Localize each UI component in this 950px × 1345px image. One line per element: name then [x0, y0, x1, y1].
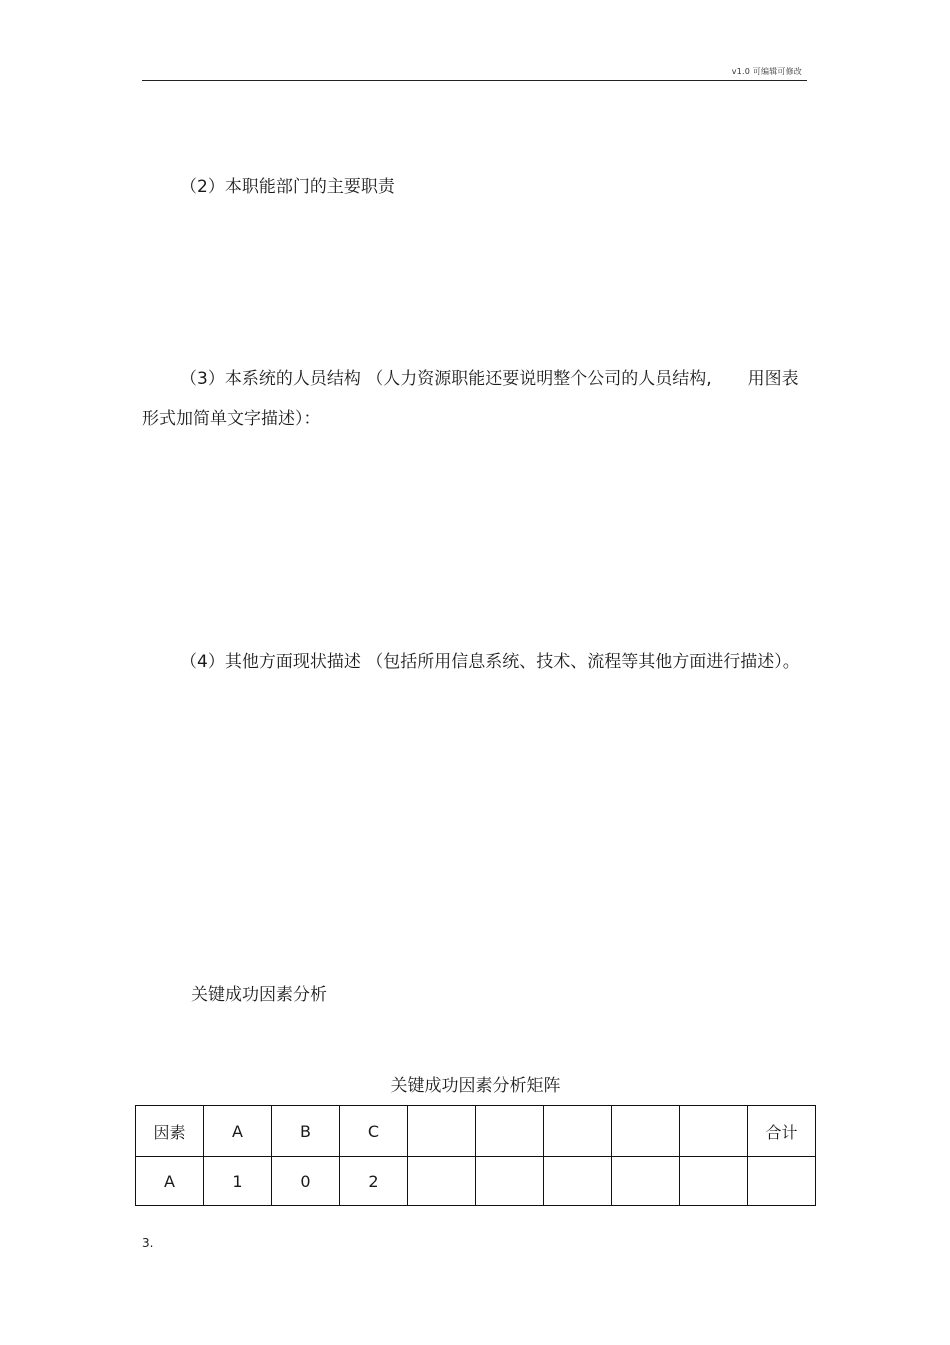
table-header-cell: B: [272, 1106, 340, 1157]
table-header-cell: [544, 1106, 612, 1157]
paragraph-main-duties-text: （2）本职能部门的主要职责: [180, 177, 395, 197]
table-cell: [748, 1157, 816, 1206]
csf-matrix-table: [135, 1105, 816, 1206]
paragraph-main-duties: [142, 167, 810, 207]
table-header-cell: C: [340, 1106, 408, 1157]
table-cell: [476, 1157, 544, 1206]
page-number: 3.: [142, 1236, 154, 1250]
paragraph-other-status: [142, 642, 810, 682]
table-cell: A: [136, 1157, 204, 1206]
paragraph-staff-structure: [142, 359, 810, 439]
table-header-cell: 合计: [748, 1106, 816, 1157]
table-header-row: [136, 1106, 816, 1157]
table-caption: 关键成功因素分析矩阵: [390, 1076, 561, 1096]
paragraph-staff-structure-text-a: （3）本系统的人员结构 （人力资源职能还要说明整个公司的人员结构,: [180, 369, 712, 389]
header-version-note: v1.0 可编辑可修改: [731, 67, 802, 76]
table-cell: [544, 1157, 612, 1206]
header-divider: [142, 80, 807, 81]
table-cell: [408, 1157, 476, 1206]
section-title-csf: 关键成功因素分析: [191, 985, 327, 1005]
table-header-cell: A: [204, 1106, 272, 1157]
table-header-cell: [408, 1106, 476, 1157]
table-header-cell: [476, 1106, 544, 1157]
table-header-cell: 因素: [136, 1106, 204, 1157]
table-cell: 1: [204, 1157, 272, 1206]
table-cell: [680, 1157, 748, 1206]
paragraph-other-status-text: （4）其他方面现状描述 （包括所用信息系统、技术、流程等其他方面进行描述）。: [180, 652, 800, 672]
table-row: [136, 1157, 816, 1206]
table-cell: 0: [272, 1157, 340, 1206]
table-header-cell: [612, 1106, 680, 1157]
table-cell: 2: [340, 1157, 408, 1206]
table-header-cell: [680, 1106, 748, 1157]
table-cell: [612, 1157, 680, 1206]
paragraph-staff-structure-text-b: 用图表形式加简单文字描述）：: [142, 369, 799, 429]
